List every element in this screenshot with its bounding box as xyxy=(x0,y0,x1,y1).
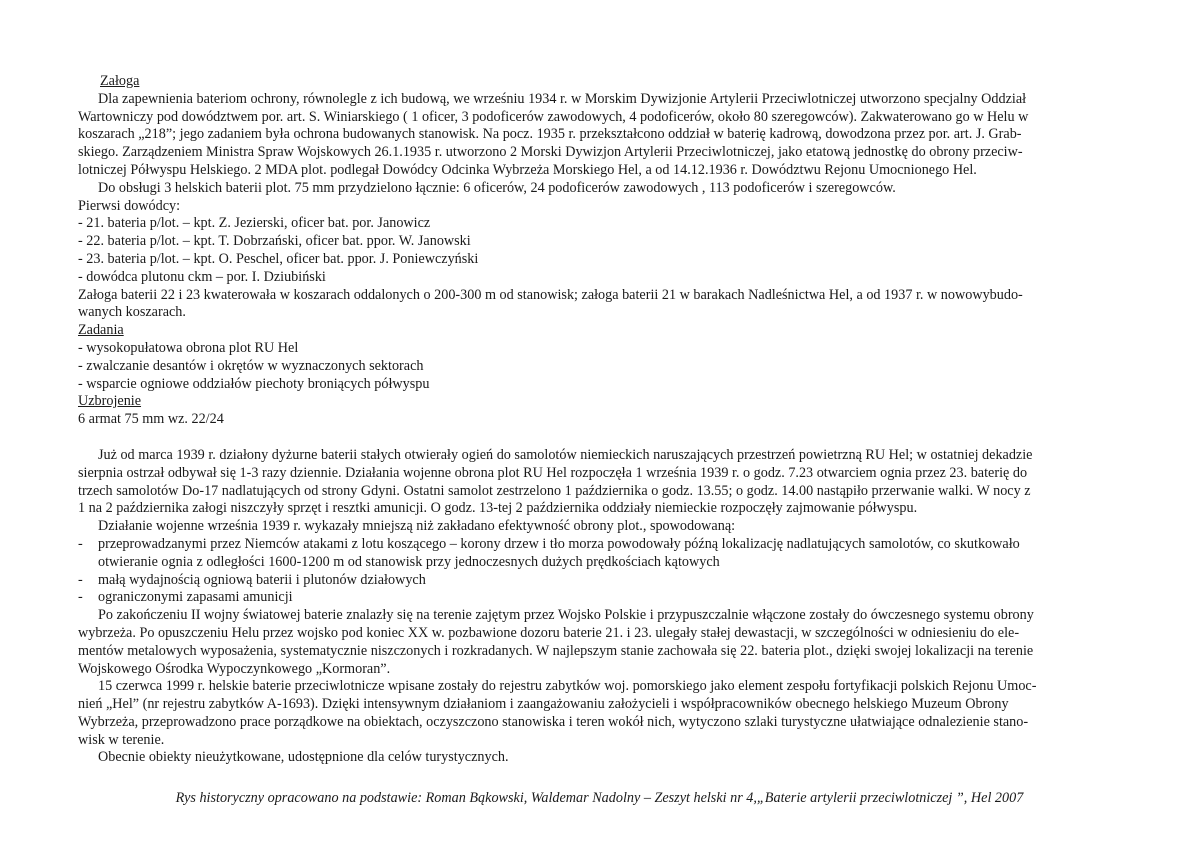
historia-p3-line-3: mentów metalowych wyposażenia, systematycznie niszczonych i rozkradanych. W najlepszym stanie zachowała się 22. bateria plot., dzięki swojej lokalizacji na terenie xyxy=(78,642,1034,659)
historia-p3-line-4: Wojskowego Ośrodka Wypoczynkowego „Kormoran”. xyxy=(78,660,391,677)
bullet-line: ograniczonymi zapasami amunicji xyxy=(98,589,293,606)
kwatery-line-1: Załoga baterii 22 i 23 kwaterowała w koszarach oddalonych o 200-300 m od stanowisk; załoga baterii 21 w barakach Nadleśnictwa Hel, a od 1937 r. w nowowybudo- xyxy=(78,286,1023,303)
historia-p4-line-1: 15 czerwca 1999 r. helskie baterie przeciwlotnicze wpisane zostały do rejestru zabytków woj. pomorskiego jako element zespołu fortyfikacji polskich Rejonu Umoc- xyxy=(98,678,1037,695)
source-footnote: Rys historyczny opracowano na podstawie: Roman Bąkowski, Waldemar Nadolny – Zeszyt helski nr 4,„Baterie artylerii przeciwlotniczej ”, Hel 2007 xyxy=(175,790,1024,806)
bullet-item xyxy=(78,536,1139,572)
obsluga-text: Do obsługi 3 helskich baterii plot. 75 mm przydzielono łącznie: 6 oficerów, 24 podoficerów zawodowych , 113 podoficerów i szeregowców. xyxy=(98,179,896,196)
bullet-line: otwieranie ognia z odległości 1600-1200 m od stanowisk przy jednoczesnych dużych prędkościach kątowych xyxy=(98,553,720,570)
zaloga-line-4: skiego. Zarządzeniem Ministra Spraw Wojskowych 26.1.1935 r. utworzono 2 Morski Dywizjon Artylerii Przeciwlotniczej, jako etatową jednostkę do obrony przeciw- xyxy=(78,144,1023,161)
heading-uzbrojenie: Uzbrojenie xyxy=(78,393,142,410)
zadanie-item: - wysokopułatowa obrona plot RU Hel xyxy=(78,339,299,356)
historia-p1-line-4: 1 na 2 października załogi niszczyły sprzęt i resztki amunicji. O godz. 13-tej 2 października oddziały niemieckie rozpoczęły zajmowanie półwyspu. xyxy=(78,500,918,517)
dowodca-item: - 22. bateria p/lot. – kpt. T. Dobrzański, oficer bat. ppor. W. Janowski xyxy=(78,233,471,250)
zaloga-line-2: Wartowniczy pod dowództwem por. art. S. Winiarskiego ( 1 oficer, 3 podoficerów zawodowych, 4 podoficerów, około 80 szeregowców). Zakwaterowano go w Helu w xyxy=(78,108,1029,125)
dowodca-item: - 21. bateria p/lot. – kpt. Z. Jezierski, oficer bat. por. Janowicz xyxy=(78,215,431,232)
uzbrojenie-text: 6 armat 75 mm wz. 22/24 xyxy=(78,411,224,428)
zaloga-line-1: Dla zapewnienia bateriom ochrony, równolegle z ich budową, we wrześniu 1934 r. w Morskim Dywizjonie Artylerii Przeciwlotniczej utworzono specjalny Oddział xyxy=(98,90,1027,107)
dowodca-item: - 23. bateria p/lot. – kpt. O. Peschel, oficer bat. ppor. J. Poniewczyński xyxy=(78,250,479,267)
kwatery-line-2: wanych koszarach. xyxy=(78,304,186,321)
zaloga-line-3: koszarach „218”; jego zadaniem była ochrona budowanych stanowisk. Na pocz. 1935 r. przekształcono oddział w baterię kadrową, dowodzona przez por. art. J. Grab- xyxy=(78,126,1022,143)
heading-zaloga: Załoga xyxy=(100,73,140,89)
zadanie-item: - wsparcie ogniowe oddziałów piechoty broniących półwyspu xyxy=(78,375,430,392)
heading-zadania: Zadania xyxy=(78,322,124,339)
historia-p5: Obecnie obiekty nieużytkowane, udostępnione dla celów turystycznych. xyxy=(98,749,509,766)
spacer xyxy=(78,429,1139,447)
historia-p1-line-1: Już od marca 1939 r. działony dyżurne baterii stałych otwierały ogień do samolotów niemieckich naruszających przestrzeń powietrzną RU Hel; w ostatniej dekadzie xyxy=(98,446,1033,463)
dowodcy-title: Pierwsi dowódcy: xyxy=(78,197,181,214)
bullet-item xyxy=(78,589,1139,607)
bullet-dash: - xyxy=(78,571,83,588)
historia-p4-line-2: nień „Hel” (nr rejestru zabytków A-1693). Dzięki intensywnym działaniom i zaangażowaniu założycieli i współpracowników obecnego helskiego Muzeum Obrony xyxy=(78,696,1009,713)
dowodca-item: - dowódca plutonu ckm – por. I. Dziubiński xyxy=(78,268,326,285)
bullet-line: przeprowadzanymi przez Niemców atakami z lotu koszącego – korony drzew i tło morza powodowały późną lokalizację nadlatujących samolotów, co skutkowało xyxy=(98,535,1020,552)
bullet-item xyxy=(78,572,1139,590)
bullet-line: małą wydajnością ogniową baterii i plutonów działowych xyxy=(98,571,426,588)
bullet-dash: - xyxy=(78,535,83,552)
historia-p3-line-2: wybrzeża. Po opuszczeniu Helu przez wojsko pod koniec XX w. pozbawione dozoru baterie 21. i 23. ulegały stałej dewastacji, w szczególności w odniesieniu do ele- xyxy=(78,624,1020,641)
zadanie-item: - zwalczanie desantów i okrętów w wyznaczonych sektorach xyxy=(78,357,424,374)
zaloga-line-5: lotniczej Półwyspu Helskiego. 2 MDA plot. podlegał Dowódcy Odcinka Wybrzeża Morskiego Hel, a od 14.12.1936 r. Dowództwu Rejonu Umocnionego Hel. xyxy=(78,161,977,178)
historia-p3-line-1: Po zakończeniu II wojny światowej baterie znalazły się na terenie zajętym przez Wojsko Polskie i przypuszczalnie włączone zostały do ówczesnego systemu obrony xyxy=(98,607,1034,624)
historia-p2: Działanie wojenne września 1939 r. wykazały mniejszą niż zakładano efektywność obrony plot., spowodowaną: xyxy=(98,518,736,535)
historia-p1-line-2: sierpnia ostrzał odbywał się 1-3 razy dziennie. Działania wojenne obrona plot RU Hel rozpoczęła 1 września 1939 r. o godz. 7.23 otwarciem ognia przez 23. baterię do xyxy=(78,464,1028,481)
bullet-dash: - xyxy=(78,589,83,606)
historia-p1-line-3: trzech samolotów Do-17 nadlatujących od strony Gdyni. Ostatni samolot zestrzelono 1 października o godz. 13.55; o godz. 14.00 nastąpiło przerwanie walki. W nocy z xyxy=(78,482,1031,499)
historia-p4-line-3: Wybrzeża, przeprowadzono prace porządkowe na obiektach, oczyszczono stanowiska i teren wokół nich, wytyczono szlaki turystyczne ułatwiające odnalezienie stano- xyxy=(78,713,1029,730)
historia-p4-line-4: wisk w terenie. xyxy=(78,731,165,748)
